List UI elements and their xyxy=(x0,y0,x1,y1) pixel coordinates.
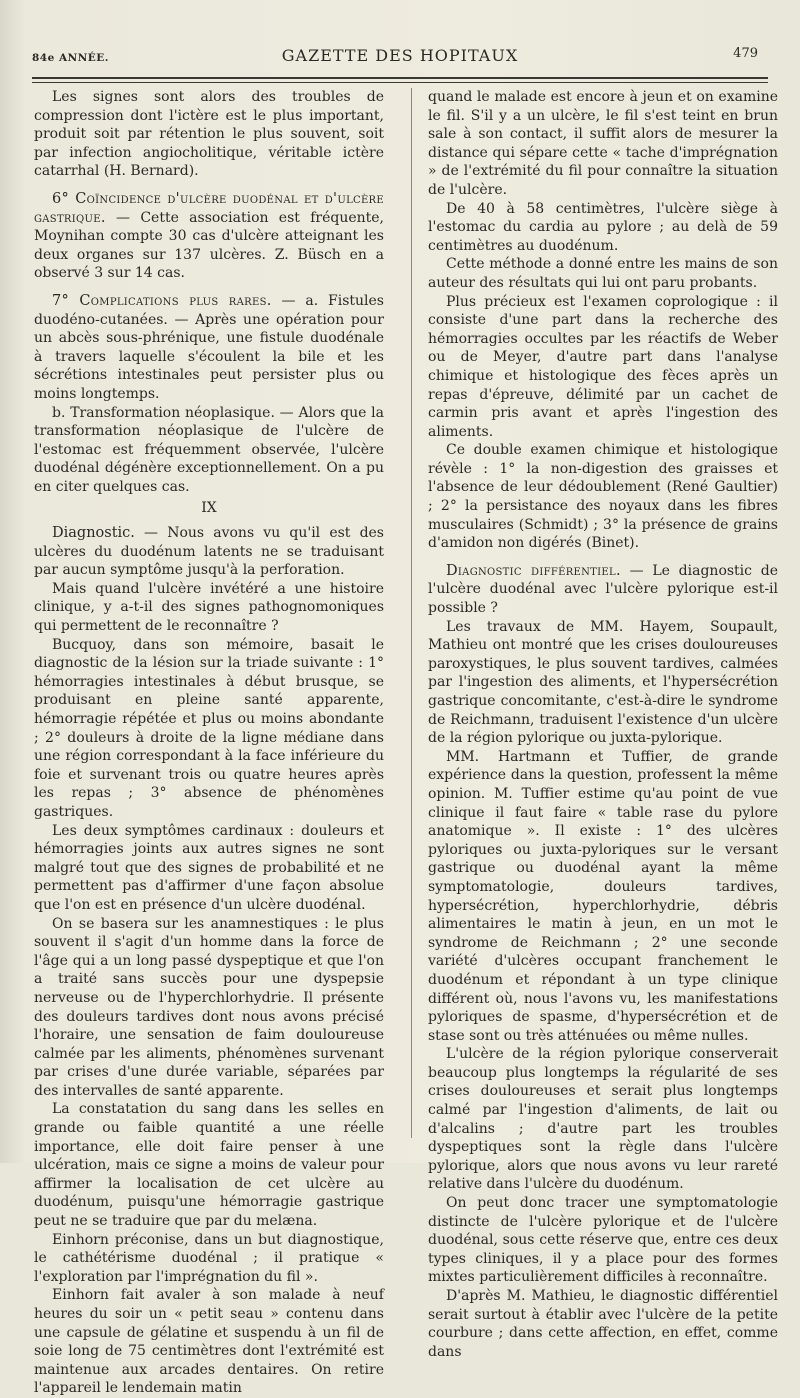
paragraph: Les deux symptômes cardinaux : douleurs et hémorragies joints aux autres signes ne sont malgré tout que des signes de probabilité et ne permettent pas d'affirmer d'une façon absolue que l'on est en présence d'un ulcère duodénal. xyxy=(34,822,384,913)
paragraph-text: — Cette association est fréquente, Moynihan compte 30 cas d'ulcère atteignant les deux organes sur 137 ulcères. Z. Büsch en a observé 3 sur 14 cas. xyxy=(34,209,384,282)
paragraph: Bucquoy, dans son mémoire, basait le diagnostic de la lésion sur la triade suivante : 1° hémorragies intestinales à début brusque, se produisant en pleine santé apparente, hémorragie répétée et plus ou moins abondante ; 2° douleurs à droite de la ligne médiane dans une région correspondant à la face inférieure du foie et survenant trois ou quatre heures après les repas ; 3° absence de phénomènes gastriques. xyxy=(34,636,384,820)
issue-year: 84e ANNÉE. xyxy=(32,52,109,64)
paragraph xyxy=(34,292,384,404)
paragraph-text: — a. Fistules duodéno-cutanées. — Après une opération pour un abcès sous-phrénique, une fistule duodénale à travers laquelle s'écoulent la bile et les sécrétions intestinales peut persister plus ou moins longtemps. xyxy=(34,292,384,402)
paragraph: Ce double examen chimique et histologique révèle : 1° la non-digestion des graisses et l'absence de leur dédoublement (René Gaultier) ; 2° la persistance des noyaux dans les fibres musculaires (Schmidt) ; 3° la présence de grains d'amidon non digérés (Binet). xyxy=(428,442,778,552)
paragraph xyxy=(34,524,384,580)
section-heading: Diagnostic différentiel. xyxy=(446,562,621,579)
paragraph: Plus précieux est l'examen coprologique : il consiste d'une part dans la recherche des hémorragies occultes par les réactifs de Weber ou de Meyer, d'autre part dans l'analyse chimique et histologique des fèces après un repas d'épreuve, délimité par un cachet de carmin pris avant et après l'ingestion des aliments. xyxy=(428,293,778,440)
section-heading: Diagnostic. xyxy=(52,525,135,542)
section-number: IX xyxy=(201,500,217,517)
paragraph-text: — Nous avons vu qu'il est des ulcères du duodénum latents ne se traduisant par aucun symptôme jusqu'à la perforation. xyxy=(34,525,384,579)
paragraph: Cette méthode a donné entre les mains de son auteur des résultats qui lui ont paru probants. xyxy=(428,256,778,291)
column-divider xyxy=(411,88,412,1138)
header-rule-thick xyxy=(32,77,768,79)
right-column xyxy=(428,88,778,1360)
paragraph: L'ulcère de la région pylorique conserverait beaucoup plus longtemps la régularité de ses crises douloureuses et serait plus longtemps calmé par l'ingestion d'aliments, de lait ou d'alcalins ; d'autre part les troubles dyspeptiques sont la règle dans l'ulcère pylorique, alors que nous avons vu leur rareté relative dans l'ulcère du duodénum. xyxy=(428,1046,778,1193)
paragraph: D'après M. Mathieu, le diagnostic différentiel serait surtout à établir avec l'ulcère de la petite courbure ; dans cette affection, en effet, comme dans xyxy=(428,1288,778,1360)
paragraph: b. Transformation néoplasique. — Alors que la transformation néoplasique de l'ulcère de l'estomac est fréquemment observée, l'ulcère duodénal dégénère exceptionnellement. On a pu en citer quelques cas. xyxy=(34,404,384,495)
paragraph xyxy=(34,190,384,283)
paragraph: Les travaux de MM. Hayem, Soupault, Mathieu ont montré que les crises douloureuses paroxystiques, le plus souvent tardives, calmées par l'ingestion des aliments, et l'hypersécrétion gastrique concomitante, c'est-à-dire le syndrome de Reichmann, traduisent l'existence d'un ulcère de la région pylorique ou juxta-pylorique. xyxy=(428,618,778,747)
paragraph xyxy=(428,562,778,618)
paragraph: quand le malade est encore à jeun et on examine le fil. S'il y a un ulcère, le fil s'est teint en brun sale à son contact, il suffit alors de mesurer la distance qui sépare cette « tache d'imprégnation » de l'extrémité du fil pour connaître la situation de l'ulcère. xyxy=(428,89,778,198)
section-heading: 7° Complications plus rares. xyxy=(52,292,272,309)
paragraph: On se basera sur les anamnestiques : le plus souvent il s'agit d'un homme dans la force de l'âge qui a un long passé dyspeptique et que l'on a traité sans succès pour une dyspepsie nerveuse ou de l'hyperchlorhydrie. Il présente des douleurs tardives dont nous avons précisé l'horaire, une sensation de faim douloureuse calmée par les aliments, phénomènes survenant par crises d'une durée variable, séparées par des intervalles de santé apparente. xyxy=(34,915,384,1099)
paragraph: On peut donc tracer une symptomatologie distincte de l'ulcère pylorique et de l'ulcère duodénal, sous cette réserve que, entre ces deux types cliniques, il y a place pour des formes mixtes particulièrement difficiles à reconnaître. xyxy=(428,1195,778,1286)
page-number: 479 xyxy=(733,46,758,61)
left-column xyxy=(34,88,384,1397)
paragraph: MM. Hartmann et Tuffier, de grande expérience dans la question, professent la même opinion. M. Tuffier estime qu'au point de vue clinique il faut faire « table rase du pylore anatomique ». Il existe : 1° des ulcères pyloriques ou juxta-pyloriques sur le versant gastrique ou duodénal ayant la même symptomatologie, douleurs tardives, hypersécrétion, hyperchlorhydrie, débris alimentaires le matin à jeun, en un mot le syndrome de Reichmann ; 2° une seconde variété d'ulcères occupant franchement le duodénum et répondant à un type clinique différent où, nous l'avons vu, les manifestations pyloriques de spasme, d'hypersécrétion et de stase sont ou très atténuées ou même nulles. xyxy=(428,748,778,1044)
paragraph: Les signes sont alors des troubles de compression dont l'ictère est le plus important, produit soit par rétention le plus souvent, soit par infection angiocholitique, véritable ictère catarrhal (H. Bernard). xyxy=(34,89,384,180)
page-header xyxy=(32,40,768,74)
paragraph: De 40 à 58 centimètres, l'ulcère siège à l'estomac du cardia au pylore ; au delà de 59 centimètres au duodénum. xyxy=(428,200,778,254)
journal-title: GAZETTE DES HOPITAUX xyxy=(281,46,519,65)
paragraph: Einhorn fait avaler à son malade à neuf heures du soir un « petit seau » contenu dans une capsule de gélatine et suspendu à un fil de soie long de 75 centimètres dont l'extrémité est maintenue aux arcades dentaires. On retire l'appareil le lendemain matin xyxy=(34,1287,384,1397)
paragraph: Mais quand l'ulcère invétéré a une histoire clinique, y a-t-il des signes pathognomoniques qui permettent de le reconnaître ? xyxy=(34,580,384,635)
paragraph: Einhorn préconise, dans un but diagnostique, le cathétérisme duodénal ; il pratique « l'exploration par l'imprégnation du fil ». xyxy=(34,1231,384,1285)
section-heading: 6° Coïncidence d'ulcère duodénal et d'ulcère gastrique. xyxy=(34,190,384,226)
paragraph: La constatation du sang dans les selles en grande ou faible quantité a une réelle importance, elle doit faire penser à une ulcération, mais ce signe a moins de valeur pour affirmer la localisation de cet ulcère au duodénum, puisqu'une hémorragie gastrique peut ne se traduire que par du melæna. xyxy=(34,1101,384,1230)
paragraph-text: — Le diagnostic de l'ulcère duodénal avec l'ulcère pylorique est-il possible ? xyxy=(428,562,778,617)
header-rule-thin xyxy=(32,82,768,83)
